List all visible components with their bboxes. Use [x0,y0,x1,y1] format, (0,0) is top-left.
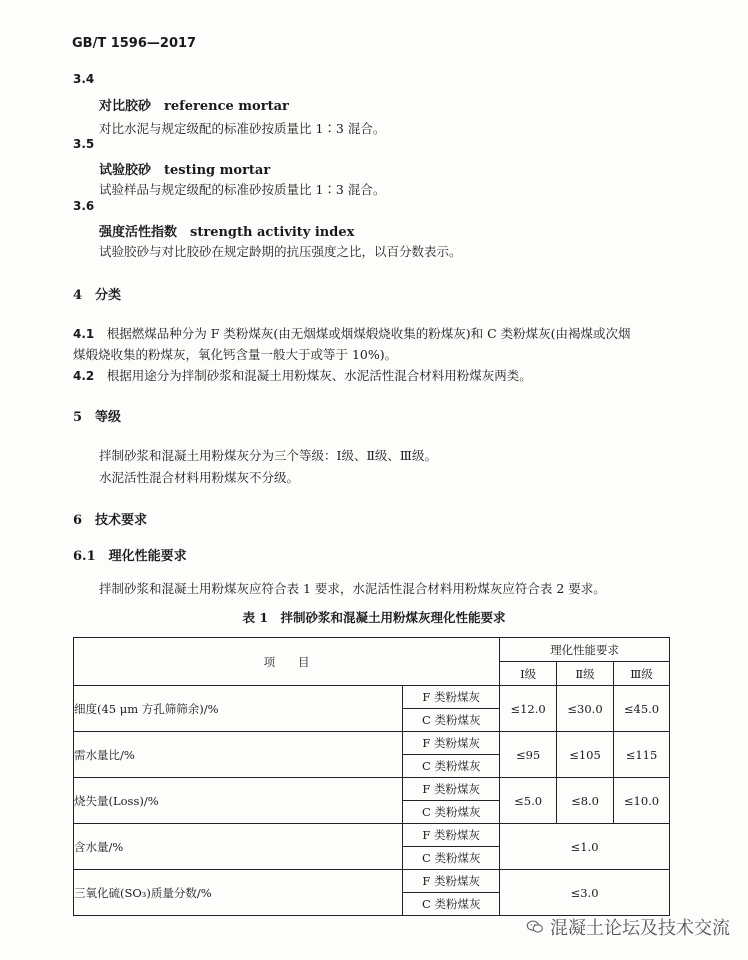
table-cell-value: ≤10.0 [614,778,670,824]
subsection-heading: 6.1 理化性能要求 [73,549,187,564]
table-cell-value: ≤105 [557,732,614,778]
paragraph: 拌制砂浆和混凝土用粉煤灰分为三个等级：Ⅰ级、Ⅱ级、Ⅲ级。 [99,448,437,463]
clause-number: 3.5 [73,137,95,151]
table-header-item: 项 目 [74,638,500,686]
table-cell-type: F 类粉煤灰 [403,732,500,755]
requirements-table [73,637,670,916]
table-header-grade: Ⅰ级 [500,662,557,686]
table-cell-type: F 类粉煤灰 [403,824,500,847]
table-row [74,778,670,801]
watermark-text: 混凝土论坛及技术交流 [550,918,730,939]
table-cell-value: ≤3.0 [500,870,670,916]
term-definition: 试验胶砂与对比胶砂在规定龄期的抗压强度之比，以百分数表示。 [99,244,462,259]
term-heading [99,221,354,240]
table-row [74,732,670,755]
paragraph-4-2 [73,366,532,384]
table-header-grade: Ⅱ级 [557,662,614,686]
table-cell-item: 细度(45 μm 方孔筛筛余)/% [74,686,403,732]
table-cell-value: ≤45.0 [614,686,670,732]
table-row [74,870,670,893]
table-cell-type: C 类粉煤灰 [403,709,500,732]
paragraph-text: 根据用途分为拌制砂浆和混凝土用粉煤灰、水泥活性混合材料用粉煤灰两类。 [106,368,532,383]
term-cn: 强度活性指数 [99,225,178,240]
paragraph-4-1 [73,324,631,342]
table-header-requirements: 理化性能要求 [500,638,670,662]
clause-number: 3.6 [73,199,95,213]
term-definition: 对比水泥与规定级配的标准砂按质量比 1∶3 混合。 [99,121,386,136]
clause-number: 3.4 [73,72,95,86]
table-cell-value: ≤1.0 [500,824,670,870]
table-cell-type: C 类粉煤灰 [403,893,500,916]
paragraph-number: 4.1 [73,327,95,341]
table-cell-item: 需水量比/% [74,732,403,778]
table-cell-type: F 类粉煤灰 [403,870,500,893]
section-heading: 4 分类 [73,288,122,303]
term-cn: 对比胶砂 [99,99,152,114]
table-cell-value: ≤30.0 [557,686,614,732]
table-header-grade: Ⅲ级 [614,662,670,686]
section-heading: 5 等级 [73,410,122,425]
table-cell-value: ≤5.0 [500,778,557,824]
paragraph-text: 根据燃煤品种分为 F 类粉煤灰(由无烟煤或烟煤煅烧收集的粉煤灰)和 C 类粉煤灰(由褐煤或次烟 [106,326,631,341]
table-cell-type: C 类粉煤灰 [403,755,500,778]
table-cell-value: ≤95 [500,732,557,778]
table-cell-value: ≤8.0 [557,778,614,824]
table-cell-value: ≤12.0 [500,686,557,732]
table-cell-item: 含水量/% [74,824,403,870]
term-definition: 试验样品与规定级配的标准砂按质量比 1∶3 混合。 [99,182,386,197]
paragraph: 拌制砂浆和混凝土用粉煤灰应符合表 1 要求，水泥活性混合材料用粉煤灰应符合表 2 要求。 [99,581,606,596]
table-cell-type: F 类粉煤灰 [403,686,500,709]
term-heading [99,159,270,178]
term-heading [99,95,289,114]
table-cell-item: 烧失量(Loss)/% [74,778,403,824]
wechat-icon [526,920,544,934]
term-cn: 试验胶砂 [99,163,152,178]
table-caption: 表 1 拌制砂浆和混凝土用粉煤灰理化性能要求 [242,610,506,625]
watermark [526,914,730,940]
paragraph-number: 4.2 [73,369,95,383]
table-cell-value: ≤115 [614,732,670,778]
paragraph: 水泥活性混合材料用粉煤灰不分级。 [99,470,300,485]
table-cell-type: F 类粉煤灰 [403,778,500,801]
section-heading: 6 技术要求 [73,513,148,528]
standard-number: GB/T 1596—2017 [72,36,197,51]
table-row [74,686,670,709]
paragraph-continuation: 煤煅烧收集的粉煤灰，氧化钙含量一般大于或等于 10%)。 [73,347,398,362]
table-row [74,824,670,847]
term-en: reference mortar [164,99,289,114]
term-en: strength activity index [190,225,355,240]
table-cell-item: 三氧化硫(SO₃)质量分数/% [74,870,403,916]
term-en: testing mortar [164,163,271,178]
table-cell-type: C 类粉煤灰 [403,801,500,824]
table-cell-type: C 类粉煤灰 [403,847,500,870]
